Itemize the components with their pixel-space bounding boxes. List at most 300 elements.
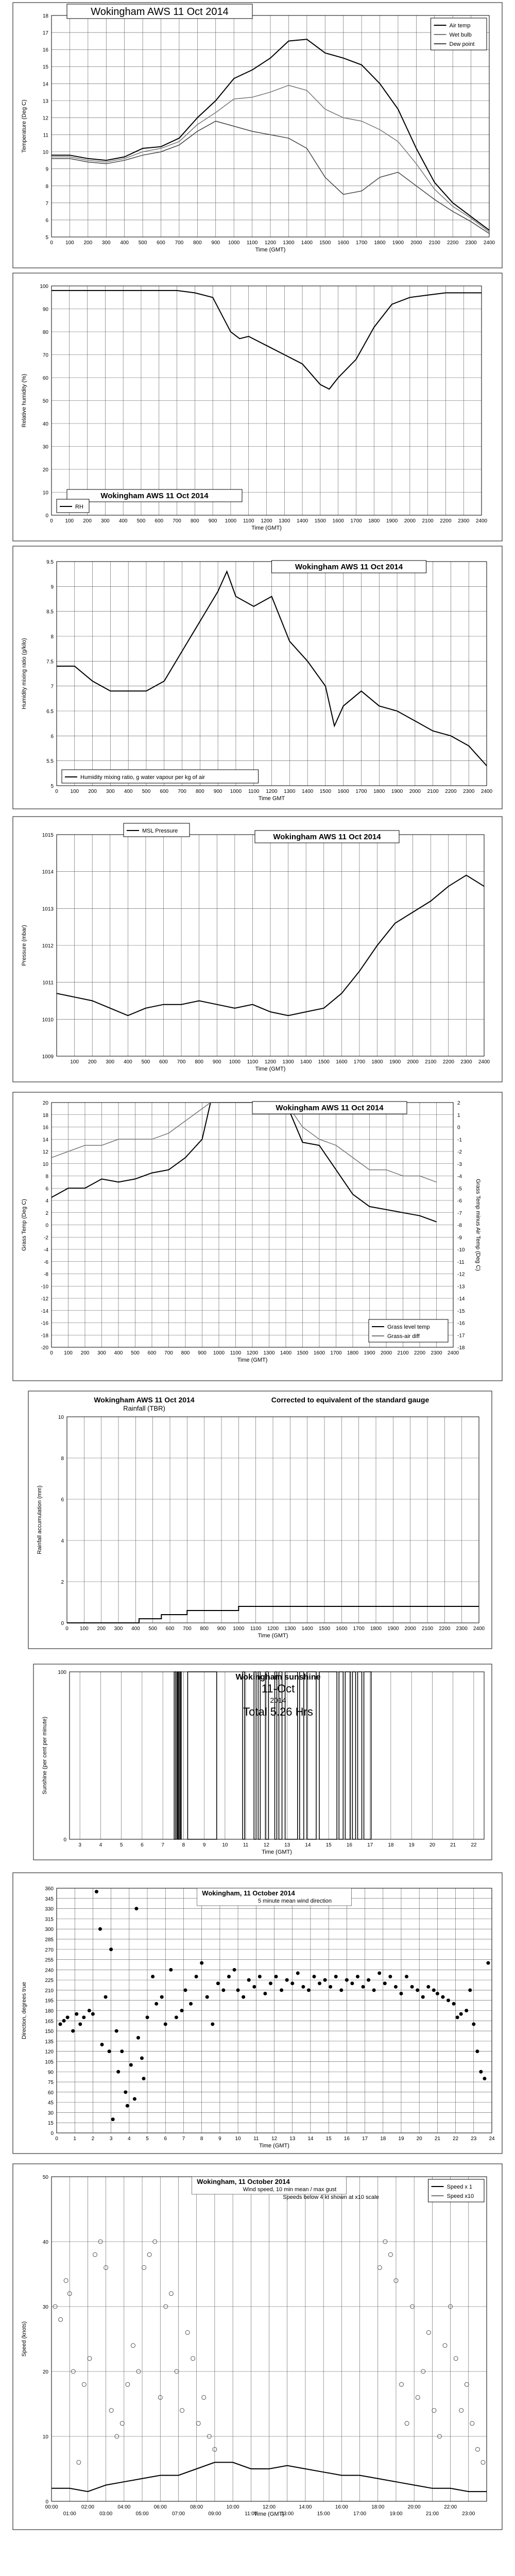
x-tick-label: 17 — [362, 2136, 368, 2142]
x-tick-label: 14 — [305, 1842, 311, 1848]
x-tick-label: 18 — [380, 2136, 386, 2142]
wind-direction-point — [211, 2022, 214, 2026]
y2-tick-label: -1 — [457, 1137, 462, 1143]
x-tick-label: 13 — [289, 2136, 296, 2142]
x-tick-label: 1200 — [266, 789, 278, 794]
x-tick-label: 1500 — [318, 1059, 330, 1065]
x-axis-label: Time (GMT) — [259, 2143, 289, 2149]
y-tick-label: 1011 — [42, 980, 54, 986]
x-tick-label-even: 00:00 — [45, 2504, 58, 2510]
x-tick-label: 2300 — [463, 789, 475, 794]
x-axis-label: Time (GMT) — [237, 1357, 268, 1363]
x-tick-label: 200 — [97, 1626, 106, 1632]
legend-label: Dew point — [449, 41, 475, 47]
x-tick-label: 600 — [157, 240, 165, 246]
x-tick-label: 14 — [307, 2136, 314, 2142]
x-tick-label: 300 — [106, 789, 115, 794]
x-tick-label: 2000 — [380, 1350, 392, 1356]
year-label: 2014 — [270, 1696, 286, 1704]
wind-direction-point — [146, 2015, 149, 2019]
x-tick-label-even: 22:00 — [444, 2504, 457, 2510]
x-tick-label: 1700 — [353, 1626, 365, 1632]
x-tick-label: 2400 — [473, 1626, 485, 1632]
x-tick-label: 1300 — [284, 1626, 296, 1632]
wind-direction-point — [263, 1992, 267, 1995]
x-tick-label: 7 — [182, 2136, 185, 2142]
x-tick-label: 1100 — [247, 1059, 259, 1065]
y-tick-label: 0 — [45, 513, 48, 519]
wind-direction-point — [164, 2022, 167, 2026]
wind-direction-point — [205, 1995, 209, 1999]
x-tick-label: 600 — [159, 1059, 168, 1065]
y-tick-label: 4 — [61, 1538, 64, 1544]
x-tick-label: 2400 — [478, 1059, 490, 1065]
chart-temp — [13, 3, 502, 268]
x-tick-label: 2200 — [447, 240, 459, 246]
wind-direction-point — [426, 1985, 430, 1989]
x-tick-label: 2200 — [442, 1059, 454, 1065]
wind-direction-point — [109, 1947, 113, 1951]
x-tick-label: 500 — [141, 1059, 150, 1065]
wind-direction-point — [151, 1975, 154, 1978]
wind-direction-point — [410, 1985, 414, 1989]
y2-tick-label: -6 — [457, 1198, 462, 1204]
x-tick-label: 10 — [235, 2136, 241, 2142]
y-tick-label: 9 — [45, 166, 48, 173]
x-tick-label: 23 — [471, 2136, 477, 2142]
x-tick-label: 5 — [146, 2136, 149, 2142]
x-axis-label: Time (GMT) — [255, 247, 286, 253]
x-tick-label: 21 — [434, 2136, 440, 2142]
x-tick-label: 2 — [91, 2136, 95, 2142]
x-tick-label: 1600 — [336, 1626, 348, 1632]
y2-tick-label: 1 — [457, 1112, 460, 1118]
y-tick-label: 285 — [45, 1937, 54, 1943]
x-tick-label-odd: 13:00 — [281, 2511, 294, 2517]
chart-mix — [13, 546, 502, 809]
y-axis-label: Rainfall accumulation (mm) — [37, 1485, 43, 1554]
x-tick-label: 1000 — [229, 1059, 241, 1065]
y-tick-label: 18 — [42, 1112, 48, 1118]
x-tick-label: 1400 — [300, 1059, 312, 1065]
x-tick-label: 1200 — [261, 518, 272, 524]
wind-direction-point — [475, 2049, 479, 2053]
chart-title: Wokingham AWS 11 Oct 2014 — [91, 6, 229, 18]
x-tick-label: 3 — [78, 1842, 81, 1848]
x-tick-label: 100 — [65, 240, 74, 246]
x-tick-label: 1200 — [264, 1059, 277, 1065]
y-tick-label: 20 — [42, 2369, 48, 2375]
x-tick-label: 1200 — [246, 1350, 259, 1356]
y-tick-label: 30 — [42, 444, 48, 450]
x-tick-label: 700 — [173, 518, 181, 524]
x-tick-label: 600 — [147, 1350, 157, 1356]
x-tick-label: 9 — [218, 2136, 221, 2142]
x-tick-label: 300 — [106, 1059, 115, 1065]
y-tick-label: -20 — [41, 1345, 48, 1351]
x-tick-label: 1900 — [391, 789, 403, 794]
y-tick-label: 10 — [42, 1161, 48, 1167]
wind-direction-point — [465, 2009, 468, 2012]
y2-tick-label: -11 — [457, 1259, 465, 1265]
x-tick-label: 900 — [208, 518, 217, 524]
x-tick-label-odd: 11:00 — [245, 2511, 258, 2517]
y-tick-label: 18 — [42, 13, 48, 19]
x-tick-label: 800 — [193, 240, 202, 246]
y2-tick-label: -12 — [457, 1272, 465, 1278]
y-tick-label: 1015 — [42, 833, 54, 838]
wind-direction-point — [227, 1975, 231, 1978]
wind-direction-point — [120, 2049, 124, 2053]
x-axis-label: Time (GMT) — [255, 1066, 286, 1072]
x-tick-label: 1500 — [319, 789, 331, 794]
x-tick-label-odd: 17:00 — [353, 2511, 367, 2517]
x-tick-label: 1600 — [337, 789, 349, 794]
y-tick-label: 60 — [42, 376, 48, 381]
y-tick-label: 0 — [63, 1837, 66, 1843]
wind-direction-point — [394, 1985, 398, 1989]
x-tick-label: 400 — [120, 240, 129, 246]
x-tick-label: 200 — [88, 1059, 97, 1065]
x-tick-label: 20 — [416, 2136, 422, 2142]
chart-grass — [13, 1092, 502, 1381]
x-tick-label: 200 — [83, 518, 92, 524]
y-tick-label: 45 — [47, 2100, 54, 2106]
wind-direction-point — [274, 1975, 278, 1978]
y-tick-label: 6 — [45, 1186, 48, 1192]
wind-direction-point — [350, 1981, 354, 1985]
x-tick-label: 19 — [398, 2136, 404, 2142]
x-tick-label: 1000 — [230, 789, 242, 794]
x-tick-label: 1000 — [225, 518, 237, 524]
y-tick-label: 8 — [45, 1174, 48, 1180]
x-tick-label: 900 — [212, 1059, 221, 1065]
y-tick-label: -12 — [41, 1296, 48, 1302]
y-tick-label: 6 — [50, 734, 54, 740]
x-tick-label: 0 — [50, 1350, 53, 1356]
wind-direction-point — [441, 1995, 444, 1999]
x-tick-label: 1300 — [263, 1350, 275, 1356]
x-tick-label: 1500 — [297, 1350, 308, 1356]
x-tick-label: 200 — [80, 1350, 90, 1356]
y-tick-label: 16 — [42, 47, 48, 54]
chart-dir — [13, 1873, 502, 2154]
x-tick-label: 1300 — [279, 518, 290, 524]
x-tick-label: 1800 — [368, 518, 380, 524]
y-axis-label: Temperature (Deg C) — [21, 99, 27, 153]
wind-direction-point — [312, 1975, 316, 1978]
x-tick-label: 22 — [453, 2136, 459, 2142]
legend-label: Grass level temp — [387, 1324, 430, 1330]
chart-sun — [33, 1664, 492, 1860]
chart-title: Wokingham, 11 October 2014 — [197, 2178, 290, 2185]
wind-direction-point — [301, 1985, 305, 1989]
x-tick-label: 0 — [65, 1626, 68, 1632]
x-tick-label: 500 — [136, 518, 146, 524]
y-tick-label: 270 — [45, 1947, 54, 1953]
x-tick-label: 1900 — [392, 240, 404, 246]
y-tick-label: -14 — [41, 1308, 48, 1314]
x-tick-label-even: 16:00 — [335, 2504, 348, 2510]
x-tick-label-even: 04:00 — [117, 2504, 131, 2510]
chart-title: Wokingham AWS 11 Oct 2014 — [273, 833, 381, 841]
y-tick-label: 135 — [45, 2039, 54, 2045]
x-tick-label: 1900 — [364, 1350, 375, 1356]
x-tick-label: 1100 — [243, 518, 254, 524]
wind-direction-point — [183, 1988, 187, 1992]
x-tick-label: 400 — [124, 789, 133, 794]
wind-direction-point — [71, 2029, 75, 2033]
x-tick-label: 1900 — [386, 518, 398, 524]
y-tick-label: 10 — [58, 1415, 64, 1420]
wind-direction-point — [362, 1985, 365, 1989]
x-tick-label: 2100 — [397, 1350, 409, 1356]
y-tick-label: 105 — [45, 2059, 54, 2065]
x-tick-label-even: 20:00 — [407, 2504, 421, 2510]
x-tick-label: 1700 — [330, 1350, 342, 1356]
wind-direction-point — [372, 1988, 376, 1992]
x-tick-label: 1400 — [301, 240, 313, 246]
wind-direction-point — [416, 1988, 419, 1992]
x-tick-label: 1600 — [313, 1350, 325, 1356]
x-tick-label: 1700 — [350, 518, 362, 524]
x-tick-label: 20 — [429, 1842, 435, 1848]
y-tick-label: 6 — [61, 1497, 64, 1503]
chart-note: Corrected to equivalent of the standard gauge — [271, 1396, 430, 1404]
y-tick-label: 9.5 — [46, 560, 54, 565]
chart-panel-frame — [28, 1391, 492, 1649]
x-tick-label: 100 — [70, 1059, 79, 1065]
x-tick-label: 2300 — [458, 518, 470, 524]
wind-direction-point — [62, 2019, 66, 2023]
y-tick-label: -18 — [41, 1333, 48, 1339]
y-tick-label: 180 — [45, 2008, 54, 2014]
x-tick-label: 2400 — [480, 789, 493, 794]
chart-pressure — [13, 817, 502, 1082]
date-label: 11-Oct — [261, 1682, 295, 1695]
x-tick-label: 100 — [79, 1626, 89, 1632]
wind-direction-point — [367, 1978, 370, 1982]
wind-direction-point — [329, 1985, 332, 1989]
wind-direction-point — [432, 1988, 436, 1992]
x-tick-label: 500 — [148, 1626, 158, 1632]
chart-title: Wokingham, 11 October 2014 — [202, 1889, 295, 1897]
y-tick-label: 90 — [42, 307, 48, 313]
y-tick-label: 13 — [42, 98, 48, 105]
x-tick-label: 2000 — [404, 1626, 416, 1632]
x-tick-label: 1500 — [318, 1626, 331, 1632]
wind-direction-point — [296, 1971, 300, 1975]
wind-direction-point — [175, 2015, 178, 2019]
x-tick-label: 600 — [160, 789, 169, 794]
x-tick-label: 2000 — [410, 240, 422, 246]
x-tick-label-odd: 01:00 — [63, 2511, 76, 2517]
x-tick-label: 8 — [182, 1842, 185, 1848]
y-axis-label: Humidity mixing ratio (g/kilo) — [21, 638, 27, 709]
x-tick-label: 1600 — [336, 1059, 348, 1065]
y2-axis-label: Grass Temp minus Air Temp (Deg C) — [475, 1179, 481, 1271]
total-label: Total 5.26 Hrs — [243, 1705, 313, 1718]
wind-direction-point — [98, 1927, 102, 1931]
wind-direction-point — [200, 1961, 203, 1965]
x-tick-label: 2200 — [414, 1350, 426, 1356]
chart-subtitle: Wind speed, 10 min mean / max gust — [243, 2187, 337, 2193]
x-tick-label-odd: 23:00 — [462, 2511, 475, 2517]
x-tick-label: 1600 — [332, 518, 344, 524]
y2-tick-label: -16 — [457, 1320, 465, 1327]
y2-tick-label: -17 — [457, 1333, 465, 1339]
chart-panel-frame — [13, 2164, 502, 2530]
x-tick-label-odd: 07:00 — [171, 2511, 185, 2517]
x-tick-label: 2000 — [409, 789, 421, 794]
y-tick-label: 70 — [42, 352, 48, 359]
y-tick-label: 300 — [45, 1927, 54, 1933]
x-tick-label: 1100 — [246, 240, 258, 246]
x-tick-label: 700 — [182, 1626, 192, 1632]
x-tick-label: 100 — [64, 1350, 73, 1356]
x-tick-label: 400 — [123, 1059, 132, 1065]
x-tick-label: 1200 — [267, 1626, 279, 1632]
x-tick-label: 24 — [489, 2136, 495, 2142]
y-axis-label: Pressure (mbar) — [21, 925, 27, 966]
x-tick-label: 200 — [83, 240, 93, 246]
x-tick-label: 0 — [55, 789, 58, 794]
wind-direction-point — [436, 1992, 439, 1995]
x-tick-label: 1300 — [282, 1059, 294, 1065]
y-tick-label: 10 — [42, 149, 48, 156]
x-tick-label: 400 — [118, 518, 128, 524]
wind-direction-point — [154, 2002, 158, 2006]
y-tick-label: 14 — [42, 1137, 48, 1143]
y2-tick-label: -5 — [457, 1186, 462, 1192]
y-tick-label: 255 — [45, 1957, 54, 1963]
x-tick-label: 1500 — [314, 518, 326, 524]
y2-tick-label: 0 — [457, 1125, 460, 1131]
chart-subtitle: 5 minute mean wind direction — [258, 1898, 332, 1904]
y2-tick-label: 2 — [457, 1100, 460, 1106]
chart-title: Wokingham AWS 11 Oct 2014 — [295, 563, 403, 571]
x-tick-label: 13 — [284, 1842, 290, 1848]
y-tick-label: -6 — [44, 1259, 48, 1265]
x-tick-label: 1400 — [301, 1626, 313, 1632]
x-tick-label: 1300 — [284, 789, 296, 794]
x-tick-label-even: 10:00 — [226, 2504, 239, 2510]
x-tick-label: 600 — [165, 1626, 175, 1632]
wind-direction-point — [95, 1890, 98, 1893]
wind-direction-point — [124, 2090, 127, 2094]
y2-tick-label: -4 — [457, 1174, 462, 1180]
y-tick-label: 6 — [45, 217, 48, 224]
x-tick-label: 19 — [408, 1842, 415, 1848]
x-tick-label: 100 — [65, 518, 74, 524]
wind-direction-point — [91, 2012, 95, 2016]
x-tick-label: 2000 — [404, 518, 416, 524]
x-tick-label: 100 — [70, 789, 79, 794]
wind-direction-point — [447, 1998, 450, 2002]
y-tick-label: 2 — [61, 1580, 64, 1585]
y-tick-label: -2 — [44, 1235, 48, 1241]
x-tick-label-even: 12:00 — [262, 2504, 276, 2510]
wind-direction-point — [252, 1985, 256, 1989]
y-tick-label: 240 — [45, 1968, 54, 1974]
x-tick-label: 16 — [346, 1842, 352, 1848]
y2-tick-label: -10 — [457, 1247, 465, 1253]
chart-rh — [13, 273, 502, 541]
x-tick-label: 1800 — [370, 1626, 382, 1632]
wind-direction-point — [111, 2117, 115, 2121]
y-tick-label: 225 — [45, 1978, 54, 1984]
wind-direction-point — [233, 1968, 236, 1972]
wind-direction-point — [479, 2070, 483, 2074]
x-tick-label: 2300 — [431, 1350, 442, 1356]
wind-direction-point — [160, 1995, 164, 1999]
x-tick-label: 200 — [88, 789, 97, 794]
x-tick-label-even: 18:00 — [371, 2504, 385, 2510]
y-tick-label: 0 — [45, 2499, 48, 2505]
wind-direction-point — [82, 2015, 85, 2019]
x-tick-label-even: 08:00 — [190, 2504, 203, 2510]
wind-direction-point — [78, 2022, 82, 2026]
x-tick-label: 900 — [217, 1626, 226, 1632]
x-tick-label: 2100 — [427, 789, 439, 794]
x-tick-label: 2100 — [421, 1626, 434, 1632]
x-tick-label: 4 — [128, 2136, 131, 2142]
y-tick-label: 195 — [45, 1998, 54, 2004]
y2-tick-label: -2 — [457, 1149, 462, 1155]
y-tick-label: 210 — [45, 1988, 54, 1994]
y-tick-label: 40 — [42, 2240, 48, 2245]
chart-title: Wokingham AWS 11 Oct 2014 — [276, 1104, 384, 1112]
y-axis-label: Sunshine (per cent per minute) — [42, 1716, 48, 1795]
y-axis-label: Grass Temp (Deg C) — [21, 1199, 27, 1251]
y-tick-label: -16 — [41, 1320, 48, 1327]
y-tick-label: 7 — [45, 200, 48, 207]
x-tick-label: 700 — [178, 789, 186, 794]
x-tick-label: 17 — [367, 1842, 373, 1848]
x-tick-label: 10 — [222, 1842, 228, 1848]
wind-direction-point — [180, 2009, 183, 2012]
y-tick-label: 17 — [42, 30, 48, 37]
wind-direction-point — [383, 1981, 387, 1985]
x-tick-label-odd: 21:00 — [425, 2511, 439, 2517]
y-tick-label: 15 — [42, 64, 48, 71]
y-tick-label: 165 — [45, 2019, 54, 2025]
x-tick-label: 800 — [181, 1350, 190, 1356]
x-tick-label: 1100 — [248, 789, 260, 794]
y-tick-label: 330 — [45, 1906, 54, 1912]
x-tick-label: 16 — [344, 2136, 350, 2142]
wind-direction-point — [169, 1968, 173, 1972]
y-tick-label: 20 — [42, 467, 48, 473]
wind-direction-point — [307, 1988, 311, 1992]
wind-direction-point — [189, 2002, 193, 2006]
wind-direction-point — [334, 1975, 338, 1978]
x-tick-label: 6 — [141, 1842, 144, 1848]
x-tick-label: 15 — [325, 1842, 332, 1848]
y-tick-label: 14 — [42, 81, 48, 88]
y-tick-label: 50 — [42, 398, 48, 404]
wind-direction-point — [216, 1981, 220, 1985]
chart-panel-frame — [13, 1873, 502, 2154]
wind-direction-point — [468, 1988, 472, 1992]
chart-panel-frame — [13, 817, 502, 1082]
y-tick-label: 100 — [40, 284, 48, 290]
x-tick-label: 12 — [271, 2136, 278, 2142]
y-tick-label: 1013 — [42, 906, 54, 912]
wind-direction-point — [472, 2022, 475, 2026]
wind-direction-point — [75, 2012, 78, 2016]
y-tick-label: -10 — [41, 1284, 48, 1290]
